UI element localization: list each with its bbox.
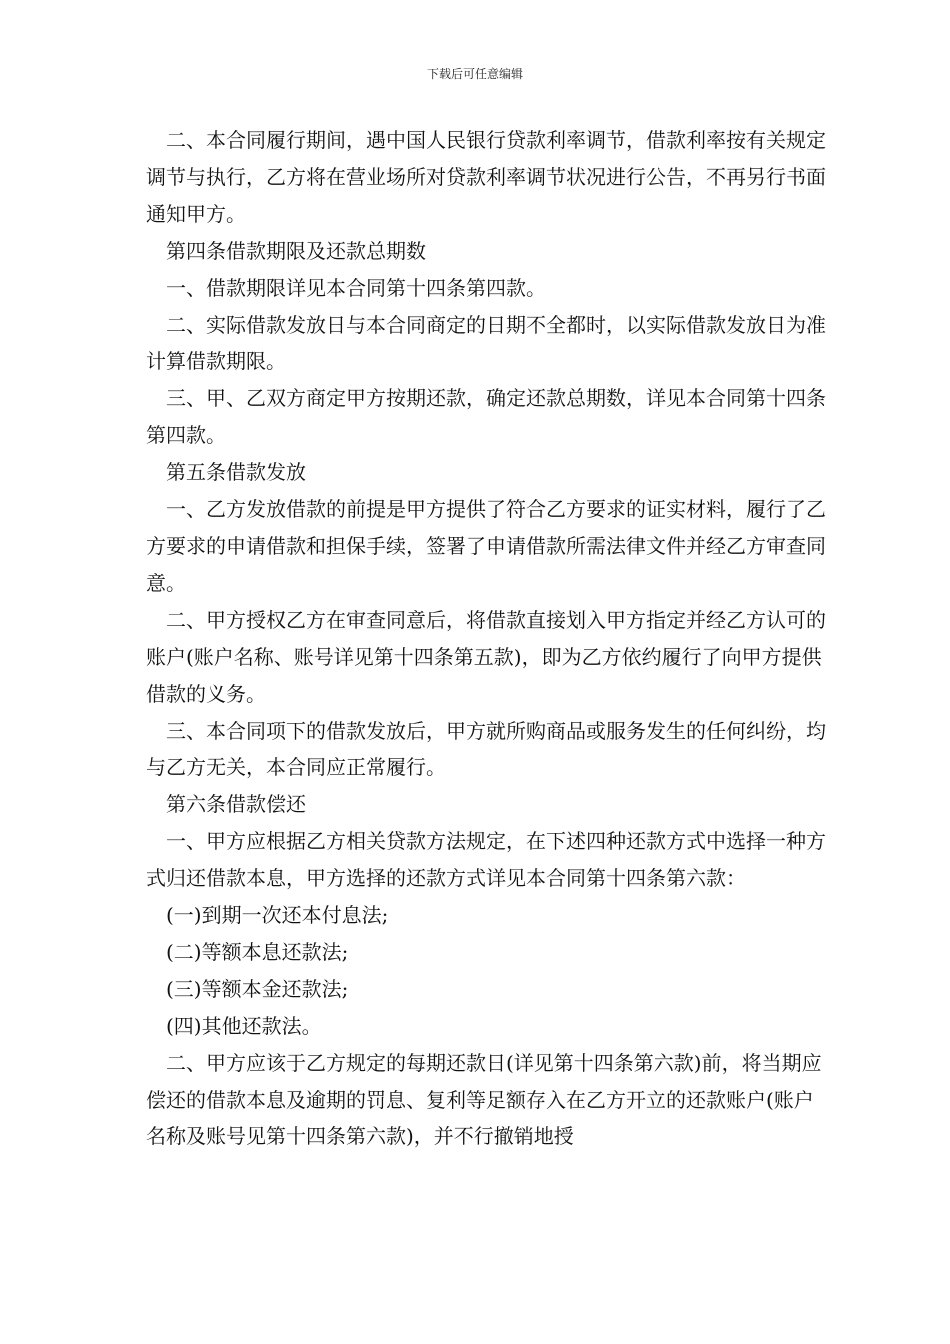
paragraph-repayment-methods: 一、甲方应根据乙方相关贷款方法规定，在下述四种还款方式中选择一种方式归还借款本息，甲方选择的还款方式详见本合同第十四条第六款： xyxy=(146,829,826,891)
heading-article-6: 第六条借款偿还 xyxy=(166,792,306,817)
page-header: 下载后可任意编辑 xyxy=(426,67,523,81)
heading-article-4: 第四条借款期限及还款总期数 xyxy=(166,238,426,263)
paragraph-disbursement-prerequisite: 一、乙方发放借款的前提是甲方提供了符合乙方要求的证实材料，履行了乙方要求的申请借款和担保手续，签署了申请借款所需法律文件并经乙方审查同意。 xyxy=(146,497,826,595)
list-item-method-3: (三)等额本金还款法; xyxy=(166,976,349,1001)
paragraph-repayment-deposit: 二、甲方应该于乙方规定的每期还款日(详见第十四条第六款)前，将当期应偿还的借款本息及逾期的罚息、复利等足额存入在乙方开立的还款账户(账户名称及账号见第十四条第六款)，并不行撤销地授 xyxy=(146,1050,822,1149)
paragraph-loan-term: 一、借款期限详见本合同第十四条第四款。 xyxy=(166,275,546,300)
list-item-method-1: (一)到期一次还本付息法; xyxy=(166,903,389,928)
document-body xyxy=(146,122,826,1155)
paragraph-interest-adjustment: 二、本合同履行期间，遇中国人民银行贷款利率调节，借款利率按有关规定调节与执行，乙方将在营业场所对贷款利率调节状况进行公告，不再另行书面通知甲方。 xyxy=(146,128,826,226)
paragraph-repayment-periods: 三、甲、乙双方商定甲方按期还款，确定还款总期数，详见本合同第十四条第四款。 xyxy=(146,386,826,448)
paragraph-actual-disbursement-date: 二、实际借款发放日与本合同商定的日期不全都时，以实际借款发放日为准计算借款期限。 xyxy=(146,312,826,374)
list-item-method-4: (四)其他还款法。 xyxy=(166,1013,322,1038)
list-item-method-2: (二)等额本息还款法; xyxy=(166,939,349,964)
heading-article-5: 第五条借款发放 xyxy=(166,460,306,485)
paragraph-disputes: 三、本合同项下的借款发放后，甲方就所购商品或服务发生的任何纠纷，均与乙方无关，本合同应正常履行。 xyxy=(146,718,826,780)
paragraph-disbursement-account: 二、甲方授权乙方在审查同意后，将借款直接划入甲方指定并经乙方认可的账户(账户名称、账号详见第十四条第五款)，即为乙方依约履行了向甲方提供借款的义务。 xyxy=(146,607,826,706)
